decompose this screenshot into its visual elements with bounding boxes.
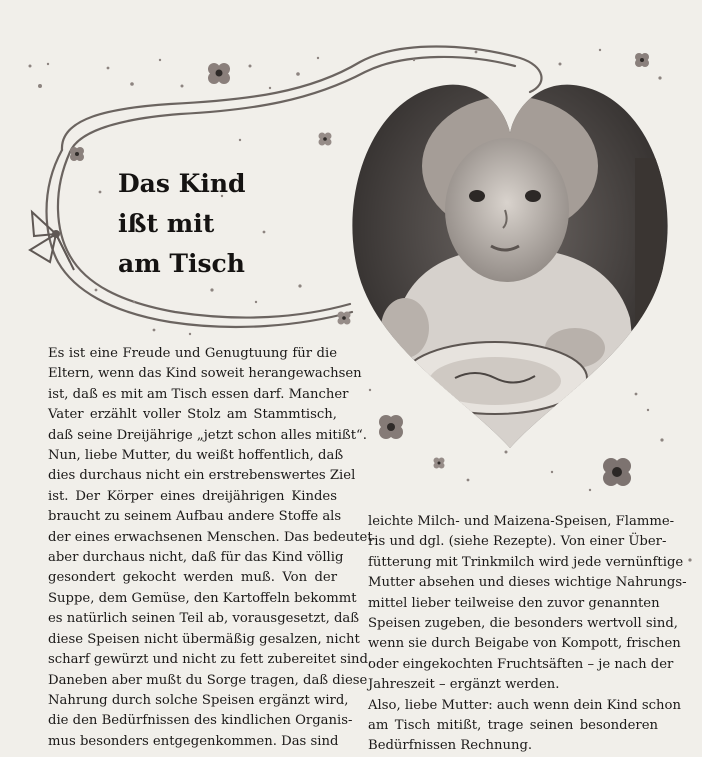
right-column-text: [368, 512, 687, 757]
bow-icon: [30, 212, 74, 270]
title-line-2: ißt mit: [118, 209, 215, 238]
text-line: die den Bedürfnissen des kindlichen Organis-: [48, 713, 353, 729]
text-line: gesondert gekocht werden muß. Von der: [48, 570, 337, 586]
heart-photo: [345, 78, 675, 454]
text-line: Vater erzählt voller Stolz am Stammtisch,: [48, 407, 337, 423]
text-line: diese Speisen nicht übermäßig gesalzen, nicht: [48, 631, 360, 647]
text-line: oder eingekochten Fruchtsäften – je nach der: [368, 656, 674, 672]
text-line: Bedürfnissen Rechnung.: [368, 738, 533, 754]
text-line: Nahrung durch solche Speisen ergänzt wird,: [48, 692, 349, 708]
text-line: am Tisch mitißt, trage seinen besonderen: [368, 718, 658, 734]
text-line: mittel lieber teilweise den zuvor genannten: [368, 595, 660, 611]
text-line: ist, daß es mit am Tisch essen darf. Mancher: [48, 386, 349, 402]
title-line-1: Das Kind: [118, 169, 246, 198]
text-line: Mutter absehen und dieses wichtige Nahrungs-: [368, 575, 687, 591]
text-line: leichte Milch- und Maizena-Speisen, Flamme-: [368, 514, 675, 529]
left-column-text: [48, 344, 373, 752]
text-line: Suppe, dem Gemüse, den Kartoffeln bekommt: [48, 590, 357, 606]
text-line: fütterung mit Trinkmilch wird jede vernünftige: [368, 554, 684, 570]
text-line: daß seine Dreijährige „jetzt schon alles mitißt“.: [48, 427, 367, 443]
text-line: mus besonders entgegenkommen. Das sind: [48, 733, 339, 749]
text-line: Jahreszeit – ergänzt werden.: [368, 677, 560, 693]
text-line: scharf gewürzt und nicht zu fett zubereitet sind.: [48, 652, 373, 668]
text-line: Speisen zugeben, die besonders wertvoll sind,: [368, 616, 679, 632]
text-line: Eltern, wenn das Kind soweit herangewachsen: [48, 366, 362, 382]
text-line: Also, liebe Mutter: auch wenn dein Kind schon: [368, 697, 681, 713]
title-line-3: am Tisch: [118, 249, 245, 278]
text-line: Es ist eine Freude und Genugtuung für die: [48, 346, 337, 361]
text-line: wenn sie durch Beigabe von Kompott, frischen: [368, 636, 681, 652]
text-line: ris und dgl. (siehe Rezepte). Von einer Über-: [368, 534, 667, 550]
text-line: aber durchaus nicht, daß für das Kind völlig: [48, 550, 344, 566]
text-line: dies durchaus nicht ein erstrebenswertes Ziel: [48, 468, 356, 484]
text-line: der eines erwachsenen Menschen. Das bedeutet: [48, 529, 373, 545]
text-line: Nun, liebe Mutter, du weißt hoffentlich, daß: [48, 448, 344, 464]
text-line: braucht zu seinem Aufbau andere Stoffe als: [48, 509, 342, 525]
text-line: ist. Der Körper eines dreijährigen Kindes: [48, 488, 337, 504]
text-line: es natürlich seinen Teil ab, vorausgesetzt, daß: [48, 611, 360, 627]
article-title: [118, 164, 278, 284]
text-line: Daneben aber mußt du Sorge tragen, daß diese: [48, 672, 368, 688]
